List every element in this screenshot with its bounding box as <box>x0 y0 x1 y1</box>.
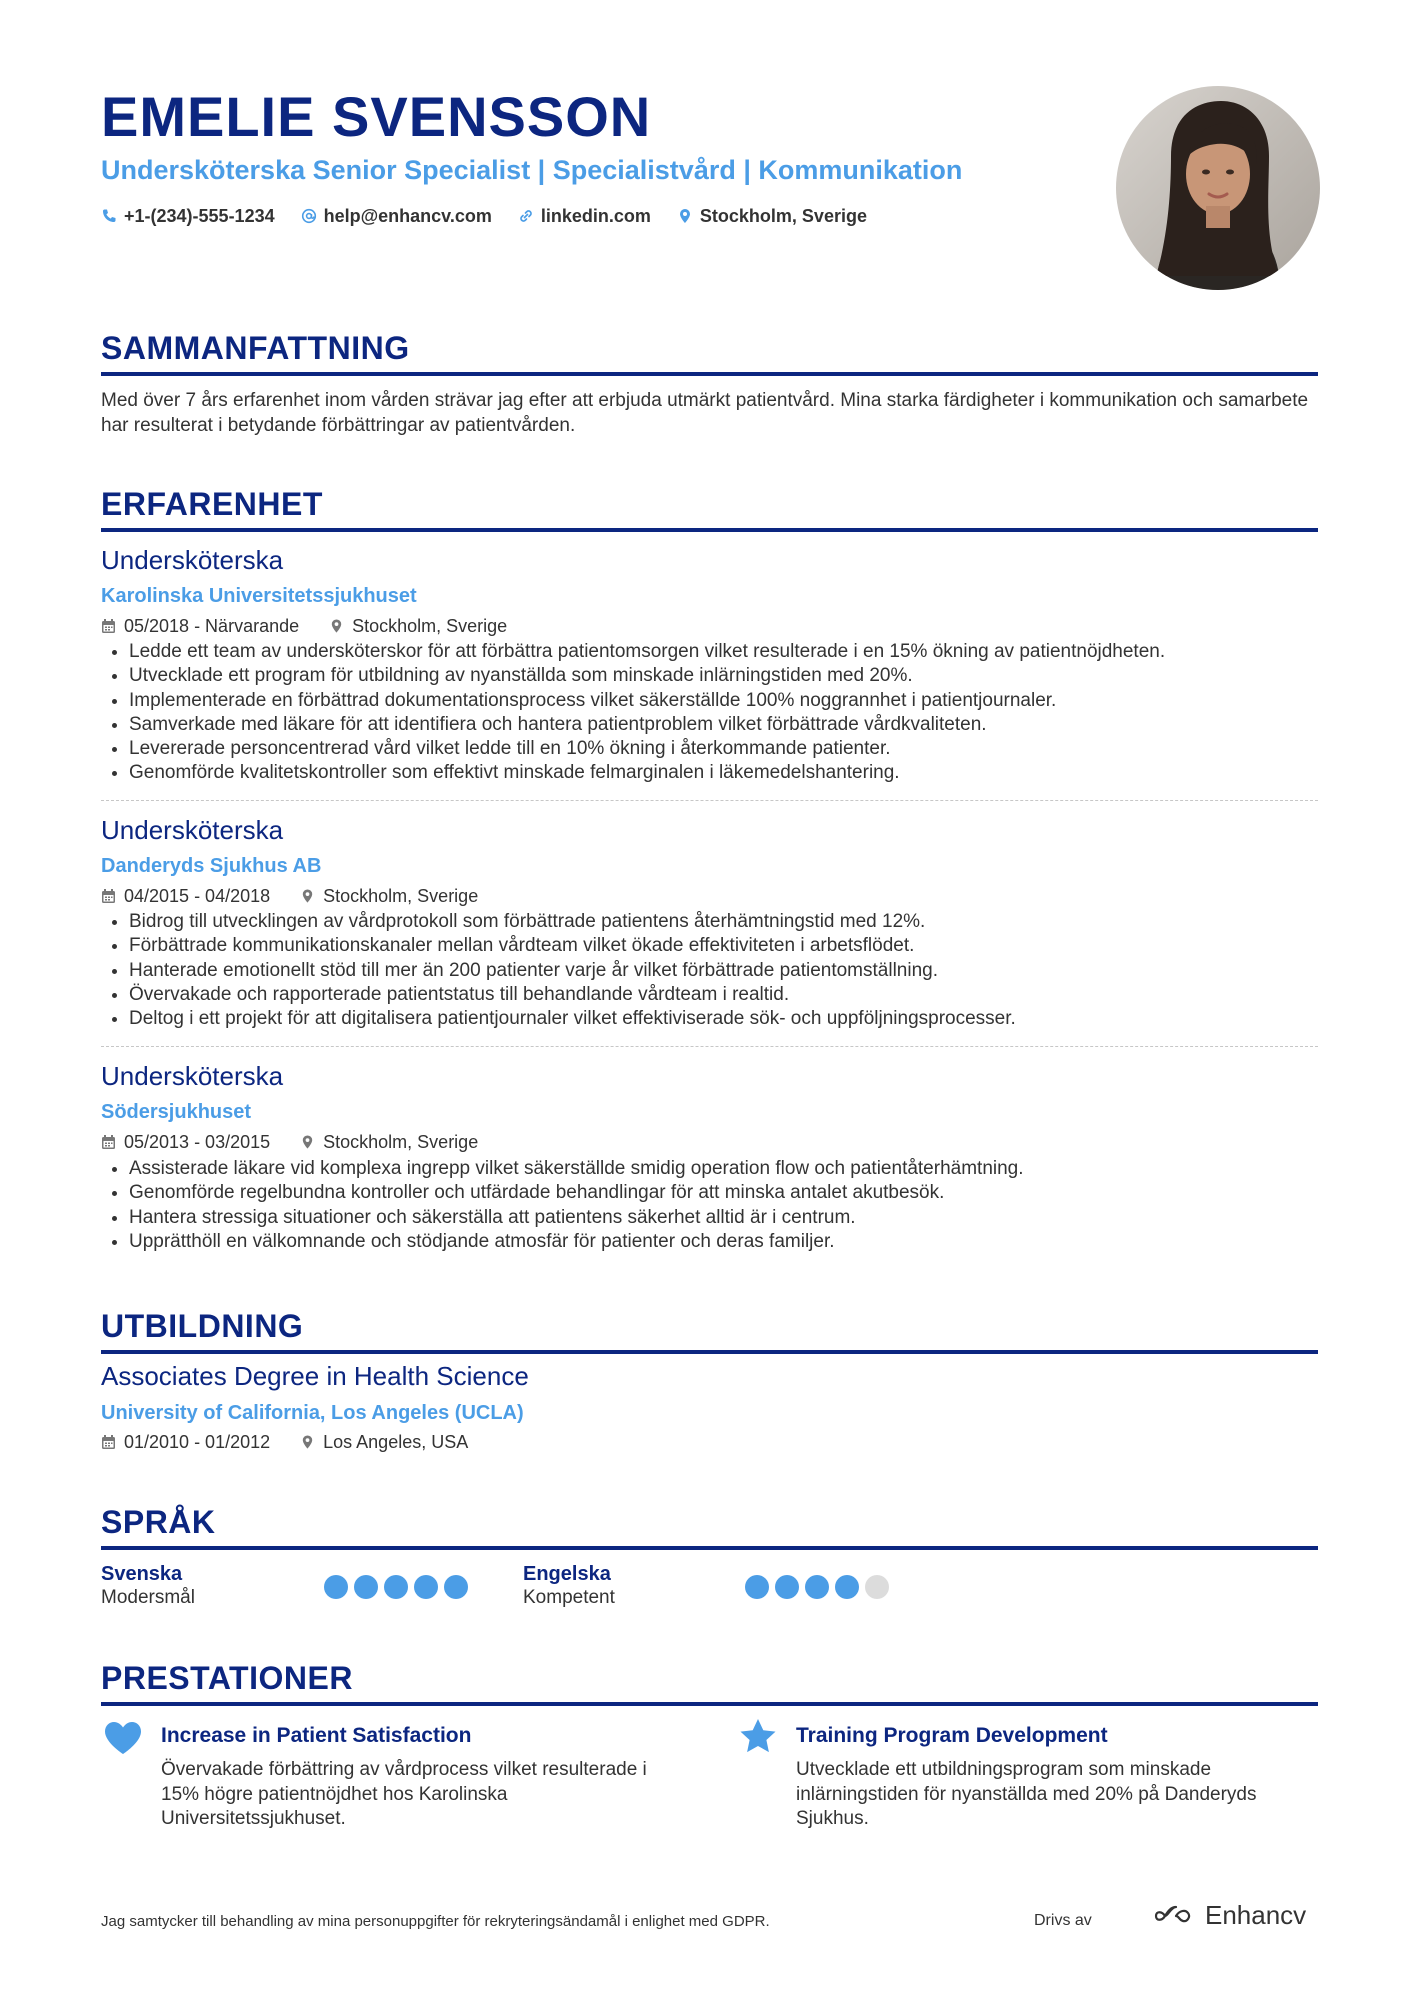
rating-dot-filled <box>805 1575 829 1599</box>
achievement-title: Training Program Development <box>796 1724 1108 1747</box>
bullet-item: • Deltog i ett projekt för att digitalisera patientjournaler vilket effektiviserade sök- och uppföljningsprocesser. <box>129 1007 1318 1031</box>
rating-dot-filled <box>324 1575 348 1599</box>
location-pin-icon <box>300 1134 315 1150</box>
job-location <box>329 614 507 638</box>
job-dates <box>101 1130 270 1154</box>
rating-dot-filled <box>414 1575 438 1599</box>
headline: Undersköterska Senior Specialist | Specialistvård | Kommunikation <box>101 155 963 185</box>
language-name: Svenska <box>101 1563 183 1585</box>
summary-text: Med över 7 års erfarenhet inom vården strävar jag efter att erbjuda utmärkt patientvård. Mina starka färdigheter i kommunikation och samarbete har resulterat i betydande förbättringar av patientvården. <box>101 390 1309 436</box>
job-dates-text: 05/2013 - 03/2015 <box>124 1132 271 1152</box>
language-level: Kompetent <box>523 1587 615 1608</box>
job-meta <box>101 614 507 638</box>
contact-row <box>101 203 867 229</box>
star-icon <box>738 1718 778 1754</box>
enhancv-logo-icon <box>1153 1904 1199 1928</box>
job-meta <box>101 1130 478 1154</box>
contact-location <box>677 203 867 229</box>
bullet-item: • Levererade personcentrerad vård vilket ledde till en 10% ökning i återkommande patienter. <box>129 737 1318 761</box>
rating-dot-filled <box>384 1575 408 1599</box>
bullet-item: • Ledde ett team av undersköterskor för att förbättra patientomsorgen vilket resulterade i en 15% ökning av patientnöjdheten. <box>129 640 1318 664</box>
powered-by-label: Drivs av <box>1034 1912 1092 1929</box>
email-text: help@enhancv.com <box>323 206 492 226</box>
contact-email[interactable] <box>301 203 492 229</box>
job-dates <box>101 614 299 638</box>
job-divider <box>101 1046 1318 1047</box>
bullet-item: • Assisterade läkare vid komplexa ingrepp vilket säkerställde smidig operation flow och patientåterhämtning. <box>129 1157 1318 1181</box>
education-meta <box>101 1430 468 1454</box>
achievement-text: Övervakade förbättring av vårdprocess vilket resulterade i 15% högre patientnöjdhet hos Karolinska Universitetssjukhuset. <box>161 1759 647 1829</box>
job-company: Danderyds Sjukhus AB <box>101 855 322 877</box>
job-meta <box>101 884 478 908</box>
job-bullets <box>101 910 1318 1031</box>
achievements-section-title: PRESTATIONER <box>101 1658 1318 1706</box>
calendar-icon <box>101 618 116 634</box>
rating-dot-filled <box>775 1575 799 1599</box>
language-name: Engelska <box>523 1563 611 1585</box>
bullet-item: • Hanterade emotionellt stöd till mer än 200 patienter varje år vilket förbättrade patientomställning. <box>129 959 1318 983</box>
job-dates-text: 05/2018 - Närvarande <box>124 616 300 636</box>
job-company: Södersjukhuset <box>101 1101 252 1123</box>
degree-title: Associates Degree in Health Science <box>101 1361 529 1391</box>
rating-dot-filled <box>835 1575 859 1599</box>
location-pin-icon <box>329 618 344 634</box>
link-icon <box>518 208 534 224</box>
candidate-name: EMELIE SVENSSON <box>101 85 652 148</box>
phone-text: +1-(234)-555-1234 <box>124 206 275 226</box>
bullet-item: • Övervakade och rapporterade patientstatus till behandlande vårdteam i realtid. <box>129 983 1318 1007</box>
education-location <box>300 1430 468 1454</box>
job-title: Undersköterska <box>101 545 284 575</box>
bullet-item: • Bidrog till utvecklingen av vårdprotokoll som förbättrade patientens återhämtningstid med 12%. <box>129 910 1318 934</box>
rating-dot-filled <box>745 1575 769 1599</box>
profile-photo <box>1116 86 1320 290</box>
job-dates-text: 04/2015 - 04/2018 <box>124 886 271 906</box>
education-dates <box>101 1430 270 1454</box>
bullet-item: • Genomförde kvalitetskontroller som effektivt minskade felmarginalen i läkemedelshantering. <box>129 761 1318 785</box>
job-location-text: Stockholm, Sverige <box>323 886 479 906</box>
job-location <box>300 1130 478 1154</box>
school-name: University of California, Los Angeles (UCLA) <box>101 1402 524 1424</box>
language-level: Modersmål <box>101 1587 195 1608</box>
location-pin-icon <box>300 888 315 904</box>
education-section-title: UTBILDNING <box>101 1306 1318 1354</box>
education-dates-text: 01/2010 - 01/2012 <box>124 1432 271 1452</box>
languages-section-title: SPRÅK <box>101 1502 1318 1550</box>
bullet-item: • Upprätthöll en välkomnande och stödjande atmosfär för patienter och deras familjer. <box>129 1230 1318 1254</box>
job-location <box>300 884 478 908</box>
job-title: Undersköterska <box>101 815 284 845</box>
job-bullets <box>101 1157 1318 1254</box>
location-text: Stockholm, Sverige <box>699 206 867 226</box>
location-pin-icon <box>300 1434 315 1450</box>
summary-section-title: SAMMANFATTNING <box>101 328 1318 376</box>
bullet-item: • Genomförde regelbundna kontroller och utfärdade behandlingar för att minska antalet akutbesök. <box>129 1181 1318 1205</box>
at-icon <box>301 208 317 224</box>
language-rating <box>745 1575 889 1599</box>
bullet-item: • Förbättrade kommunikationskanaler mellan vårdteam vilket ökade effektiviteten i arbetsflödet. <box>129 934 1318 958</box>
rating-dot-filled <box>444 1575 468 1599</box>
education-location-text: Los Angeles, USA <box>323 1432 469 1452</box>
job-company: Karolinska Universitetssjukhuset <box>101 585 417 607</box>
bullet-item: • Utvecklade ett program för utbildning av nyanställda som minskade inlärningstiden med 20%. <box>129 664 1318 688</box>
job-bullets <box>101 640 1318 786</box>
job-divider <box>101 800 1318 801</box>
bullet-item: • Implementerade en förbättrad dokumentationsprocess vilket säkerställde 100% noggrannhet i patientjournaler. <box>129 689 1318 713</box>
achievement-text: Utvecklade ett utbildningsprogram som minskade inlärningstiden för nyanställda med 20% på Danderyds Sjukhus. <box>796 1759 1257 1829</box>
rating-dot-empty <box>865 1575 889 1599</box>
calendar-icon <box>101 1134 116 1150</box>
gdpr-consent: Jag samtycker till behandling av mina personuppgifter för rekryteringsändamål i enlighet med GDPR. <box>101 1913 770 1930</box>
bullet-item: • Hantera stressiga situationer och säkerställa att patientens säkerhet alltid är i centrum. <box>129 1206 1318 1230</box>
achievement-title: Increase in Patient Satisfaction <box>161 1724 472 1747</box>
rating-dot-filled <box>354 1575 378 1599</box>
linkedin-text: linkedin.com <box>540 206 651 226</box>
phone-icon <box>101 208 117 224</box>
bullet-item: • Samverkade med läkare för att identifiera och hantera patientproblem vilket förbättrade vårdkvaliteten. <box>129 713 1318 737</box>
heart-icon <box>103 1720 143 1756</box>
language-rating <box>324 1575 468 1599</box>
job-dates <box>101 884 270 908</box>
brand-name: Enhancv <box>1205 1900 1307 1930</box>
location-pin-icon <box>677 208 693 224</box>
brand-logo[interactable] <box>1153 1900 1306 1931</box>
experience-section-title: ERFARENHET <box>101 484 1318 532</box>
job-title: Undersköterska <box>101 1061 284 1091</box>
contact-linkedin[interactable] <box>518 203 651 229</box>
calendar-icon <box>101 1434 116 1450</box>
contact-phone[interactable] <box>101 203 275 229</box>
calendar-icon <box>101 888 116 904</box>
job-location-text: Stockholm, Sverige <box>352 616 508 636</box>
job-location-text: Stockholm, Sverige <box>323 1132 479 1152</box>
